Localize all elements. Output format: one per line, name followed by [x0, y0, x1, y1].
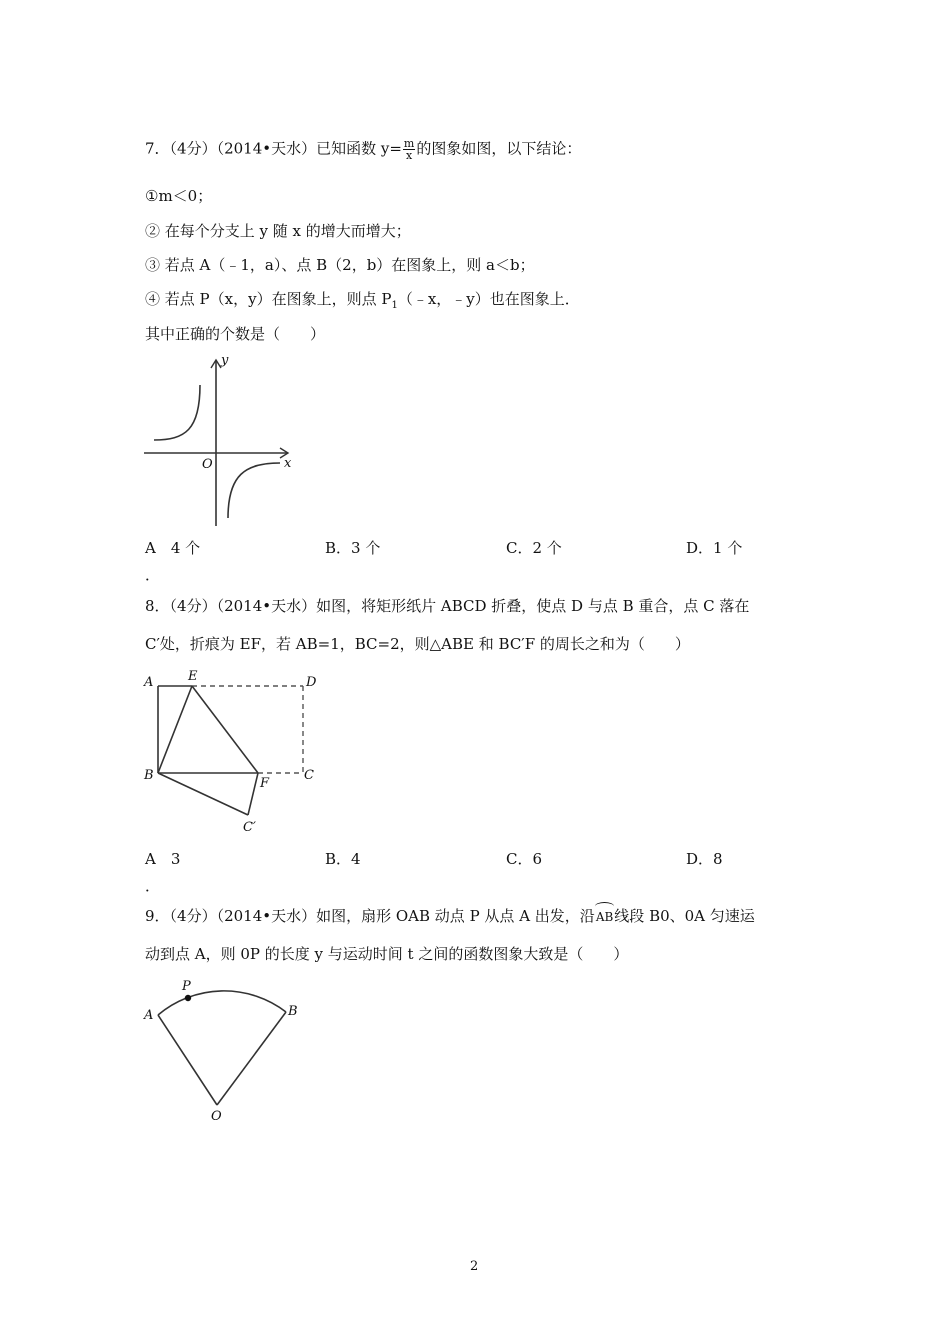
q7-conclusion-2: ② 在每个分支上 y 随 x 的增大而增大； [145, 222, 411, 240]
y-label: y [221, 353, 229, 368]
q7-dot: ． [145, 566, 161, 584]
segment-be [158, 686, 192, 773]
q7-frac-num: m [403, 137, 415, 150]
q9-sector-figure [140, 975, 320, 1125]
arc-ab [158, 991, 286, 1015]
segment-ef [192, 686, 258, 773]
q7-hyperbola-figure [140, 350, 310, 530]
page-number: 2 [470, 1259, 479, 1274]
hyperbola-branch-upper [154, 385, 200, 440]
q8-option-c: C．6 [506, 850, 543, 868]
q9-line-1-post: 线段 B0、0A 匀速运 [614, 907, 755, 925]
label-a: A [144, 1008, 154, 1023]
label-c-prime: C′ [243, 820, 256, 835]
segment-c-prime-f [248, 773, 258, 815]
q7-option-a: A 4 个 [145, 539, 201, 557]
q8-option-b: B．4 [325, 850, 361, 868]
q8-rectangle-fold-figure [140, 665, 340, 845]
q8-line-2: C′处，折痕为 EF，若 AB=1，BC=2，则△ABE 和 BC′F 的周长之和为（ ） [145, 635, 690, 653]
label-f: F [260, 776, 270, 791]
q7-c4-pre: ④ 若点 P（x，y）在图象上，则点 P [145, 290, 392, 308]
segment-ob [217, 1012, 286, 1105]
label-a: A [144, 675, 154, 690]
q7-conclusion-1: ①m＜0； [145, 187, 213, 205]
label-e: E [188, 669, 198, 684]
q8-line-1: 8．（4分）（2014•天水）如图，将矩形纸片 ABCD 折叠，使点 D 与点 B 重合，点 C 落在 [145, 597, 750, 615]
q9-line-1-pre: 9．（4分）（2014•天水）如图，扇形 OAB 动点 P 从点 A 出发，沿 [145, 907, 595, 925]
hyperbola-branch-lower [228, 463, 280, 518]
q7-c4-post: （﹣x，﹣y）也在图象上． [397, 290, 580, 308]
q7-question: 其中正确的个数是（ ） [145, 325, 326, 343]
segment-bc-prime [158, 773, 248, 815]
q9-line-1 [145, 906, 755, 927]
q8-option-a: A 3 [145, 850, 181, 868]
label-b: B [288, 1004, 298, 1019]
q9-line-2: 动到点 A，则 0P 的长度 y 与运动时间 t 之间的函数图象大致是（ ） [145, 945, 629, 963]
q7-conclusion-4 [145, 289, 580, 316]
label-c: C [304, 768, 314, 783]
label-o: O [211, 1109, 222, 1124]
q7-frac-den: x [406, 149, 413, 162]
label-b: B [144, 768, 154, 783]
q7-option-c: C．2 个 [506, 539, 562, 557]
q7-conclusion-3: ③ 若点 A（﹣1，a）、点 B（2，b）在图象上，则 a＜b； [145, 256, 535, 274]
q7-stem-post: 的图象如图，以下结论： [416, 139, 582, 158]
x-label: x [284, 456, 292, 471]
label-d: D [306, 675, 317, 690]
q7-fraction [403, 138, 415, 161]
q8-option-d: D．8 [686, 850, 723, 868]
q7-option-d: D．1 个 [686, 539, 743, 557]
q7-stem-pre: 7．（4分）（2014•天水）已知函数 y= [145, 139, 402, 158]
q9-arc-ab: AB [596, 907, 613, 927]
q7-option-b: B．3 个 [325, 539, 381, 557]
q7-c4-sub: 1 [391, 300, 398, 311]
origin-label: O [202, 457, 213, 472]
q7-stem [145, 138, 581, 161]
q8-dot: ． [145, 877, 161, 895]
segment-oa [158, 1015, 217, 1105]
label-p: P [182, 979, 191, 994]
point-p [185, 995, 191, 1001]
